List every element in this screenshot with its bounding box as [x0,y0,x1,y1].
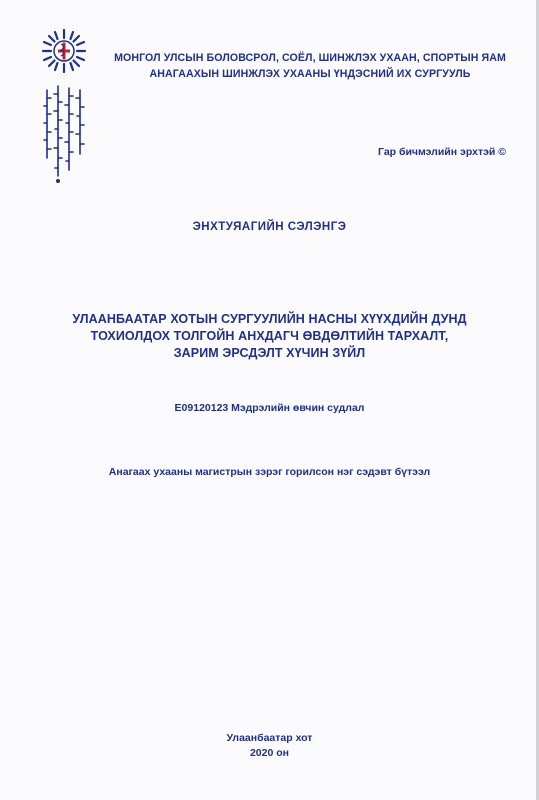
university-name: АНАГААХЫН ШИНЖЛЭХ УХААНЫ ҮНДЭСНИЙ ИХ СУРГУУЛЬ [149,68,471,80]
program-code: E09120123 Мэдрэлийн өвчин судлал [174,402,365,414]
copyright-note: Гар бичмэлийн эрхтэй © [378,146,506,158]
ministry-name: МОНГОЛ УЛСЫН БОЛОВСРОЛ, СОЁЛ, ШИНЖЛЭХ УХААН, СПОРТЫН ЯАМ [114,52,506,64]
city: Улаанбаатар хот [226,732,313,744]
year: 2020 он [249,747,290,759]
thesis-title-line: УЛААНБААТАР ХОТЫН СУРГУУЛИЙН НАСНЫ ХҮҮХДИЙН ДУНД [72,312,467,326]
thesis-title-line: ТОХИОЛДОХ ТОЛГОЙН АНХДАГЧ ӨВДӨЛТИЙН ТАРХАЛТ, [90,329,449,343]
author-name: ЭНХТУЯАГИЙН СЭЛЭНГЭ [192,221,347,233]
thesis-title-line: ЗАРИМ ЭРСДЭЛТ ХҮЧИН ЗҮЙЛ [173,346,366,360]
university-emblem-icon [34,28,94,188]
degree-statement: Анагаах ухааны магистрын зэрэг горилсон нэг сэдэвт бүтээл [108,466,431,478]
thesis-title [30,311,509,362]
institution-header [100,50,520,82]
place-and-year [0,731,539,761]
